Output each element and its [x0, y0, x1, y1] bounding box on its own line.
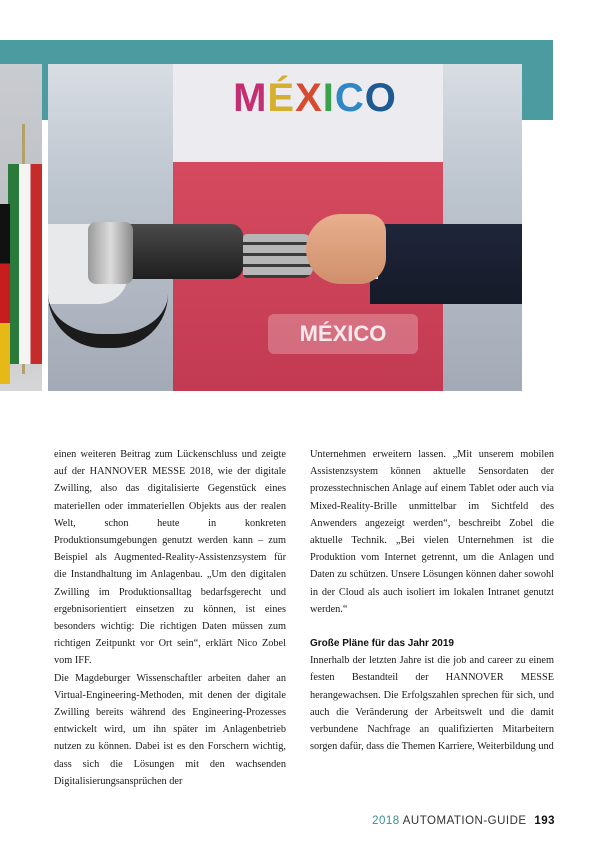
page-number: 193 [534, 815, 555, 827]
robot-hand [243, 234, 313, 278]
paragraph: Innerhalb der letzten Jahre ist die job and career zu einem festen Bestandteil der HANNOVER MESSE herangewachsen. Die Erfolgszahlen sprechen für sich, und auch die Veränderung der Arbeitswelt und die damit verbundene Nachfrage an qualifizierten Mitarbeitern sorgen dafür, dass die Themen Karriere, Weiterbildung und [310, 655, 554, 753]
section-heading: Große Pläne für das Jahr 2019 [310, 638, 454, 650]
flags-photo [0, 64, 42, 391]
robot-handshake-photo [48, 64, 522, 391]
human-hand [306, 214, 386, 284]
paragraph: Unternehmen erweitern lassen. „Mit unserem mobilen Assistenzsystem können aktuelle Sensordaten der prozesstechnischen Anlage auf einem Tablet oder auch via Mixed-Reality-Brille unmittelbar im Sichtfeld des Anwenders angezeigt werden“, beschreibt Zobel die aktuelle Technik. „Bei vielen Unternehmen ist die Produktion vom Internet getrennt, um die Anlagen und Daten zu schützen. Unsere Lösungen können daher sowohl in der Cloud als auch isoliert im lokalen Intranet genutzt werden.“ [310, 449, 554, 615]
page-footer [372, 815, 555, 827]
banner-logo-text: MÉXICO [233, 76, 397, 120]
robot-cable [48, 294, 168, 348]
suit-sleeve [370, 224, 522, 304]
footer-year: 2018 [372, 815, 400, 827]
footer-publication: AUTOMATION-GUIDE [402, 815, 527, 827]
robot-joint [88, 222, 133, 284]
article-column-left [54, 446, 286, 790]
paragraph: einen weiteren Beitrag zum Lückenschluss und zeigte auf der HANNOVER MESSE 2018, wie der digitale Zwilling, also das digitalisierte Gegenstück eines materiellen oder immateriellen Objekts aus der realen Welt, schon heute in konkreten Produktionsumgebungen genutzt werden kann – zum Beispiel als Augmented-Reality-Assistenzsystem für die Instandhaltung im Anlagenbau. „Um den digitalen Zwilling im Produktionsalltag bedarfsgerecht und ergebnisorientiert einsetzen zu können, ist eines besonders wichtig: Die richtigen Daten müssen zum richtigen Zeitpunkt vor Ort sein“, erklärt Nico Zobel vom IFF. [54, 449, 286, 667]
article-column-right [310, 446, 554, 755]
mexico-flag [8, 164, 42, 364]
paragraph: Die Magdeburger Wissenschaftler arbeiten daher an Virtual-Engineering-Methoden, mit denen der digitale Zwilling bereits während des Engineering-Prozesses entwickelt wird, um ihn später im Anlagenbetrieb nutzen zu können. Dabei ist es den Forschern wichtig, dass sich die Lösungen mit den wachsenden Digitalisierungsansprüchen der [54, 672, 286, 787]
banner-small-text: MÉXICO [268, 314, 418, 354]
germany-flag [0, 204, 10, 384]
